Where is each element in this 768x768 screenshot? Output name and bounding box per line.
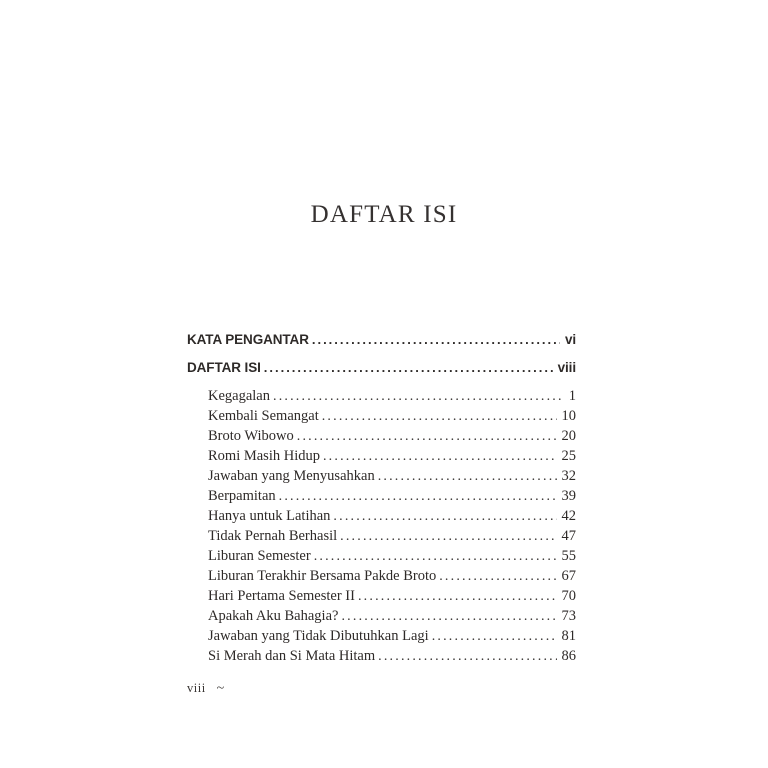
toc-entry-page-number: 70: [561, 588, 576, 604]
toc-entry-label: Hanya untuk Latihan: [208, 508, 331, 524]
toc-entry-label: DAFTAR ISI: [187, 360, 261, 375]
toc-entry: [187, 330, 576, 350]
toc-dot-leader: [340, 526, 556, 547]
toc-entry: [187, 526, 576, 546]
toc-entry: [187, 406, 576, 426]
toc-entry-label: Liburan Terakhir Bersama Pakde Broto: [208, 568, 437, 584]
toc-entry-page-number: 39: [561, 488, 576, 504]
toc-entry: [187, 546, 576, 566]
toc-dot-leader: [264, 358, 553, 378]
toc-entry: [187, 466, 576, 486]
toc-dot-leader: [439, 566, 556, 587]
toc-entry: [187, 446, 576, 466]
toc-entry-page-number: 73: [561, 608, 576, 624]
toc-entry: [187, 486, 576, 506]
toc-entry-label: Apakah Aku Bahagia?: [208, 608, 339, 624]
page-title: DAFTAR ISI: [310, 201, 458, 228]
toc-entry-page-number: 81: [561, 628, 576, 644]
toc-dot-leader: [322, 406, 557, 427]
toc-entry-page-number: vi: [564, 332, 576, 347]
toc-dot-leader: [279, 486, 557, 507]
toc-entry: [187, 426, 576, 446]
toc-entry-page-number: 25: [561, 448, 576, 464]
toc-entry-label: Romi Masih Hidup: [208, 448, 320, 464]
toc-entry-label: Kegagalan: [208, 388, 270, 404]
toc-dot-leader: [312, 330, 560, 350]
toc-dot-leader: [323, 446, 557, 467]
toc-entry-label: Tidak Pernah Berhasil: [208, 528, 338, 544]
toc-dot-leader: [358, 586, 557, 607]
toc-entry: [187, 386, 576, 406]
toc-entry-page-number: 10: [561, 408, 576, 424]
toc-entry-label: Berpamitan: [208, 488, 276, 504]
toc-entry-page-number: 86: [561, 648, 576, 664]
toc-dot-leader: [378, 466, 557, 487]
toc-entry-page-number: 20: [561, 428, 576, 444]
toc-dot-leader: [314, 546, 557, 567]
page-footer: [187, 681, 224, 697]
toc-entry: [187, 566, 576, 586]
table-of-contents: [187, 330, 576, 666]
toc-entry: [187, 646, 576, 666]
toc-dot-leader: [297, 426, 557, 447]
footer-page-number: viii: [187, 681, 206, 695]
toc-entry-page-number: viii: [557, 360, 576, 375]
toc-entry-label: Broto Wibowo: [208, 428, 294, 444]
toc-entry: [187, 626, 576, 646]
toc-entry-label: Kembali Semangat: [208, 408, 319, 424]
toc-entry-page-number: 42: [561, 508, 576, 524]
toc-entry: [187, 606, 576, 626]
toc-entry: [187, 506, 576, 526]
toc-dot-leader: [341, 606, 556, 627]
toc-entry-label: Si Merah dan Si Mata Hitam: [208, 648, 376, 664]
footer-tilde-ornament: ~: [216, 681, 225, 696]
toc-entry: [187, 358, 576, 378]
toc-dot-leader: [432, 626, 557, 647]
toc-entry-label: Jawaban yang Tidak Dibutuhkan Lagi: [208, 628, 429, 644]
toc-entry-label: Liburan Semester: [208, 548, 311, 564]
toc-entry-page-number: 1: [568, 388, 576, 404]
toc-dot-leader: [378, 646, 556, 667]
toc-entry-label: KATA PENGANTAR: [187, 332, 309, 347]
toc-entry-label: Hari Pertama Semester II: [208, 588, 355, 604]
toc-entry: [187, 586, 576, 606]
toc-entry-label: Jawaban yang Menyusahkan: [208, 468, 375, 484]
toc-entry-page-number: 32: [561, 468, 576, 484]
toc-dot-leader: [273, 386, 564, 407]
toc-dot-leader: [333, 506, 556, 527]
toc-entry-page-number: 67: [561, 568, 576, 584]
toc-entry-page-number: 47: [561, 528, 576, 544]
toc-entry-page-number: 55: [561, 548, 576, 564]
